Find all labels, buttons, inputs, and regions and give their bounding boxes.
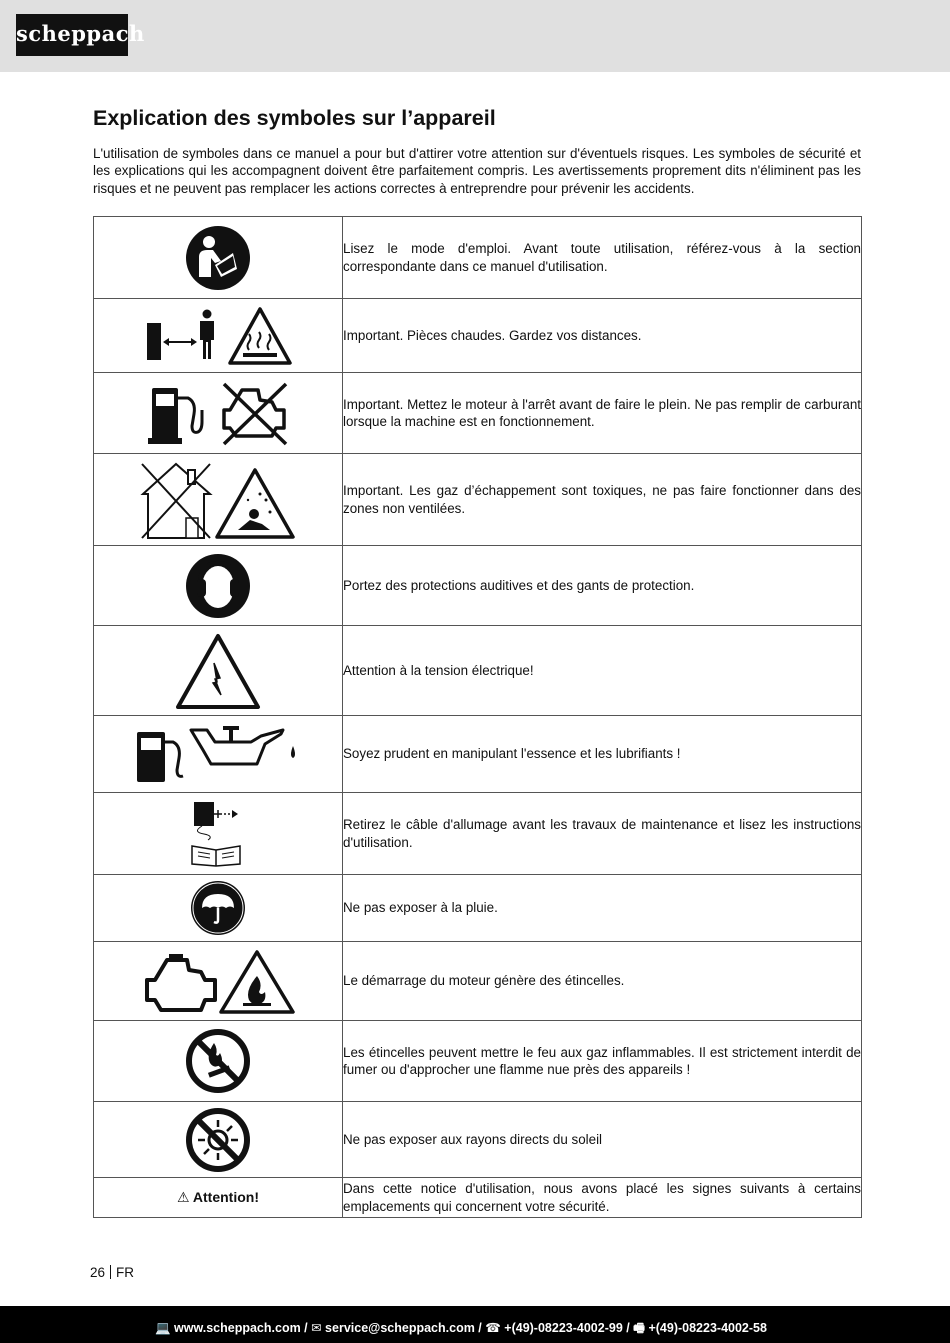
hot-parts-distance-icon xyxy=(143,306,293,366)
symbol-description: Soyez prudent en manipulant l'essence et les lubrifiants ! xyxy=(343,716,862,793)
symbols-table xyxy=(93,216,862,1218)
scheppach-logo[interactable]: scheppach xyxy=(16,14,128,56)
symbol-description: Portez des protections auditives et des gants de protection. xyxy=(343,546,862,626)
table-row xyxy=(94,373,862,454)
symbol-description: Attention à la tension électrique! xyxy=(343,626,862,716)
table-row xyxy=(94,299,862,373)
table-row xyxy=(94,1021,862,1102)
symbol-description: Retirez le câble d'allumage avant les travaux de maintenance et lisez les instructions d'utilisation. xyxy=(343,793,862,875)
table-row xyxy=(94,626,862,716)
language-code: FR xyxy=(116,1265,135,1280)
fuel-engine-off-icon xyxy=(146,380,291,446)
symbol-description: Le démarrage du moteur génère des étincelles. xyxy=(343,942,862,1021)
table-row xyxy=(94,793,862,875)
page-title: Explication des symboles sur l’appareil xyxy=(93,106,496,130)
footer-bar xyxy=(0,1306,950,1343)
header-bar xyxy=(0,0,950,72)
symbol-description: Lisez le mode d'emploi. Avant toute utilisation, référez-vous à la section correspondante dans ce manuel d'utilisation. xyxy=(343,217,862,299)
table-row xyxy=(94,217,862,299)
table-row xyxy=(94,454,862,546)
symbol-description: Important. Pièces chaudes. Gardez vos distances. xyxy=(343,299,862,373)
symbol-description: Ne pas exposer aux rayons directs du soleil xyxy=(343,1102,862,1178)
no-rain-icon xyxy=(190,880,246,936)
fuel-lubricant-icon xyxy=(133,722,303,786)
table-row xyxy=(94,546,862,626)
no-sun-icon xyxy=(184,1106,252,1174)
table-row xyxy=(94,875,862,942)
table-row xyxy=(94,1102,862,1178)
symbol-description: Important. Les gaz d’échappement sont toxiques, ne pas faire fonctionner dans des zones non ventilées. xyxy=(343,454,862,546)
symbol-description: Ne pas exposer à la pluie. xyxy=(343,875,862,942)
no-fire-smoking-icon xyxy=(184,1027,252,1095)
table-row xyxy=(94,716,862,793)
ear-protection-icon xyxy=(185,553,251,619)
read-manual-icon xyxy=(185,225,251,291)
toxic-exhaust-icon xyxy=(138,460,298,540)
attention-description: Dans cette notice d'utilisation, nous avons placé les signes suivants à certains emplacements qui concernent votre sécurité. xyxy=(343,1178,862,1218)
table-row xyxy=(94,1178,862,1218)
symbol-description: Important. Mettez le moteur à l'arrêt avant de faire le plein. Ne pas remplir de carburant lorsque la machine est en fonctionnement. xyxy=(343,373,862,454)
attention-label: ⚠ Attention! xyxy=(176,1188,259,1205)
page-number xyxy=(90,1265,134,1280)
footer-contact: 💻 www.scheppach.com / ✉ service@scheppach.com / ☎ +(49)-08223-4002-99 / 🖷 +(49)-08223-4002-58 xyxy=(155,1321,767,1335)
spark-plug-manual-icon xyxy=(188,800,248,868)
page-number-value: 26 xyxy=(90,1265,106,1280)
engine-sparks-icon xyxy=(141,948,296,1014)
intro-paragraph: L'utilisation de symboles dans ce manuel a pour but d'attirer votre attention sur d'éventuels risques. Les symboles de sécurité et les explications qui les accompagnent doivent être parfaitement compris. Les avertissements proprement dits n'éliminent pas les risques et ne peuvent pas remplacer les actions correctes à entreprendre pour prévenir les accidents. xyxy=(93,146,861,196)
table-row xyxy=(94,942,862,1021)
symbol-description: Les étincelles peuvent mettre le feu aux gaz inflammables. Il est strictement interdit de fumer ou d'approcher une flamme nue près des appareils ! xyxy=(343,1021,862,1102)
divider xyxy=(110,1265,111,1279)
electric-voltage-icon xyxy=(173,631,263,711)
